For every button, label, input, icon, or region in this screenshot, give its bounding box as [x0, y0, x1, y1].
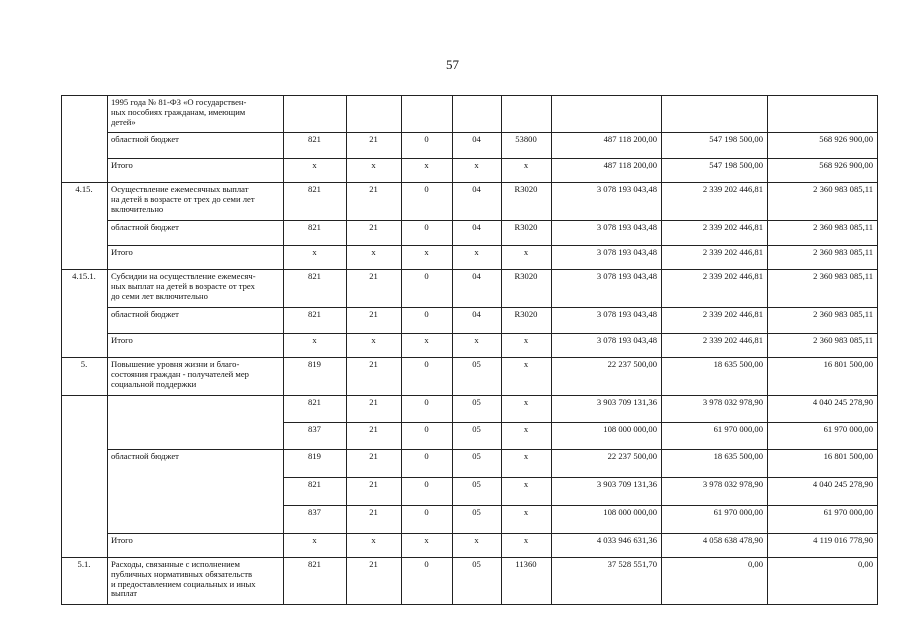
amount-year-3: 2 360 983 085,11: [813, 222, 873, 232]
column-rule: [61, 95, 62, 605]
row-rule: [283, 477, 878, 478]
code-subprogram: 0: [424, 451, 429, 461]
code-subprogram: 0: [424, 309, 429, 319]
code-ministry: 821: [308, 134, 321, 144]
code-program: 21: [369, 479, 378, 489]
row-description: областной бюджет: [111, 309, 179, 319]
code-direction: х: [523, 535, 529, 545]
row-description: выплат: [111, 588, 138, 599]
code-direction: R3020: [514, 271, 538, 281]
column-rule: [283, 95, 284, 605]
amount-year-1: 3 078 193 043,48: [596, 222, 657, 232]
code-ministry: 819: [308, 359, 321, 369]
amount-year-3: 568 926 900,00: [819, 160, 873, 170]
code-ministry: 837: [308, 507, 321, 517]
row-description: детей»: [111, 116, 136, 127]
amount-year-2: 61 970 000,00: [713, 424, 763, 434]
row-rule: [107, 220, 878, 221]
row-rule: [283, 422, 878, 423]
row-number: 5.: [80, 359, 88, 369]
code-ministry: 821: [308, 397, 321, 407]
amount-year-1: 3 078 193 043,48: [596, 184, 657, 194]
code-program: 21: [369, 359, 378, 369]
row-rule: [61, 95, 878, 96]
code-main-event: х: [474, 335, 479, 345]
row-description: социальной поддержки: [111, 378, 197, 389]
code-direction: 53800: [515, 134, 537, 144]
row-description: включительно: [111, 203, 164, 214]
amount-year-2: 4 058 638 478,90: [702, 535, 763, 545]
code-main-event: х: [474, 247, 479, 257]
code-program: х: [371, 535, 376, 545]
code-subprogram: х: [424, 535, 429, 545]
code-direction: х: [523, 160, 529, 170]
amount-year-1: 108 000 000,00: [603, 507, 657, 517]
row-rule: [107, 245, 878, 246]
amount-year-1: 487 118 200,00: [603, 160, 657, 170]
row-rule: [61, 604, 878, 605]
code-ministry: 821: [308, 184, 321, 194]
code-program: 21: [369, 397, 378, 407]
row-description: на детей в возрасте от трех до семи лет: [111, 193, 255, 204]
code-subprogram: 0: [424, 479, 429, 489]
column-rule: [551, 95, 552, 605]
column-rule: [767, 95, 768, 605]
row-rule: [61, 182, 878, 183]
row-description: областной бюджет: [111, 451, 179, 461]
code-ministry: х: [312, 247, 317, 257]
code-subprogram: 0: [424, 424, 429, 434]
code-ministry: 821: [308, 222, 321, 232]
row-description: 1995 года № 81-ФЗ «О государствен-: [111, 97, 247, 107]
code-program: х: [371, 160, 376, 170]
row-rule: [61, 269, 878, 270]
code-direction: х: [523, 397, 529, 407]
row-description: Итого: [111, 247, 133, 257]
row-number: 4.15.1.: [72, 271, 96, 281]
amount-year-1: 3 078 193 043,48: [596, 247, 657, 257]
code-subprogram: х: [424, 335, 429, 345]
code-program: 21: [369, 134, 378, 144]
amount-year-3: 16 801 500,00: [823, 451, 873, 461]
code-subprogram: 0: [424, 184, 429, 194]
amount-year-3: 2 360 983 085,11: [813, 184, 873, 194]
amount-year-1: 487 118 200,00: [603, 134, 657, 144]
code-ministry: 821: [308, 559, 321, 569]
column-rule: [107, 95, 108, 605]
code-program: 21: [369, 451, 378, 461]
row-rule: [61, 395, 878, 396]
amount-year-3: 4 040 245 278,90: [812, 397, 873, 407]
row-description: Итого: [111, 335, 133, 345]
row-description: до семи лет включительно: [111, 290, 208, 301]
amount-year-1: 3 078 193 043,48: [596, 271, 657, 281]
row-description: публичных нормативных обязательств: [111, 568, 253, 579]
code-main-event: 05: [472, 559, 481, 569]
code-main-event: 05: [472, 451, 481, 461]
column-rule: [661, 95, 662, 605]
code-direction: 11360: [515, 559, 537, 569]
code-subprogram: х: [424, 247, 429, 257]
row-rule: [107, 307, 878, 308]
row-description: ных пособиях гражданам, имеющим: [111, 106, 246, 117]
row-number: 4.15.: [75, 184, 93, 194]
code-direction: R3020: [514, 222, 538, 232]
amount-year-1: 22 237 500,00: [607, 451, 657, 461]
code-ministry: 821: [308, 309, 321, 319]
amount-year-1: 37 528 551,70: [607, 559, 657, 569]
code-program: 21: [369, 222, 378, 232]
code-direction: х: [523, 359, 529, 369]
code-program: 21: [369, 507, 378, 517]
amount-year-3: 16 801 500,00: [823, 359, 873, 369]
code-main-event: 04: [472, 184, 481, 194]
row-rule: [107, 533, 878, 534]
row-description: Итого: [111, 160, 133, 170]
code-subprogram: х: [424, 160, 429, 170]
code-direction: х: [523, 451, 529, 461]
code-main-event: 04: [472, 222, 481, 232]
amount-year-3: 2 360 983 085,11: [813, 247, 873, 257]
column-rule: [501, 95, 502, 605]
code-subprogram: 0: [424, 507, 429, 517]
code-direction: х: [523, 479, 529, 489]
code-subprogram: 0: [424, 222, 429, 232]
amount-year-2: 3 978 032 978,90: [702, 479, 763, 489]
amount-year-3: 61 970 000,00: [823, 507, 873, 517]
code-main-event: 04: [472, 309, 481, 319]
row-rule: [61, 557, 878, 558]
amount-year-3: 2 360 983 085,11: [813, 271, 873, 281]
amount-year-2: 0,00: [747, 559, 763, 569]
amount-year-1: 22 237 500,00: [607, 359, 657, 369]
amount-year-1: 3 078 193 043,48: [596, 335, 657, 345]
row-description: Итого: [111, 535, 133, 545]
code-ministry: 819: [308, 451, 321, 461]
amount-year-2: 2 339 202 446,81: [702, 335, 763, 345]
row-description: состояния граждан - получателей мер: [111, 368, 249, 379]
amount-year-2: 547 198 500,00: [709, 160, 763, 170]
code-ministry: х: [312, 335, 317, 345]
code-ministry: 837: [308, 424, 321, 434]
row-number: 5.1.: [77, 559, 91, 569]
amount-year-2: 547 198 500,00: [709, 134, 763, 144]
code-program: х: [371, 335, 376, 345]
code-main-event: 05: [472, 479, 481, 489]
code-ministry: 821: [308, 271, 321, 281]
code-ministry: 821: [308, 479, 321, 489]
row-description: Повышение уровня жизни и благо-: [111, 359, 240, 369]
row-rule: [61, 357, 878, 358]
amount-year-2: 3 978 032 978,90: [702, 397, 763, 407]
amount-year-1: 3 078 193 043,48: [596, 309, 657, 319]
amount-year-2: 2 339 202 446,81: [702, 247, 763, 257]
amount-year-3: 2 360 983 085,11: [813, 309, 873, 319]
row-rule: [283, 505, 878, 506]
code-subprogram: 0: [424, 271, 429, 281]
code-main-event: 05: [472, 507, 481, 517]
row-description: областной бюджет: [111, 222, 179, 232]
column-rule: [401, 95, 402, 605]
amount-year-2: 18 635 500,00: [713, 451, 763, 461]
amount-year-2: 2 339 202 446,81: [702, 222, 763, 232]
code-direction: х: [523, 424, 529, 434]
code-main-event: 04: [472, 271, 481, 281]
amount-year-2: 2 339 202 446,81: [702, 271, 763, 281]
row-description: Расходы, связанные с исполнением: [111, 559, 240, 569]
row-description: Осуществление ежемесячных выплат: [111, 184, 249, 194]
row-rule: [107, 132, 878, 133]
row-description: областной бюджет: [111, 134, 179, 144]
amount-year-3: 568 926 900,00: [819, 134, 873, 144]
code-subprogram: 0: [424, 359, 429, 369]
code-direction: х: [523, 507, 529, 517]
amount-year-3: 4 040 245 278,90: [812, 479, 873, 489]
amount-year-1: 4 033 946 631,36: [596, 535, 657, 545]
column-rule: [346, 95, 347, 605]
code-program: 21: [369, 271, 378, 281]
row-description: ных выплат на детей в возрасте от трех: [111, 280, 255, 291]
amount-year-2: 2 339 202 446,81: [702, 184, 763, 194]
column-rule: [452, 95, 453, 605]
code-direction: х: [523, 335, 529, 345]
page-number: 57: [446, 57, 459, 72]
code-program: х: [371, 247, 376, 257]
code-subprogram: 0: [424, 559, 429, 569]
amount-year-3: 61 970 000,00: [823, 424, 873, 434]
amount-year-2: 61 970 000,00: [713, 507, 763, 517]
code-program: 21: [369, 424, 378, 434]
amount-year-2: 18 635 500,00: [713, 359, 763, 369]
code-ministry: х: [312, 160, 317, 170]
code-direction: х: [523, 247, 529, 257]
code-main-event: х: [474, 160, 479, 170]
column-rule: [877, 95, 878, 605]
code-main-event: 04: [472, 134, 481, 144]
amount-year-1: 108 000 000,00: [603, 424, 657, 434]
amount-year-3: 2 360 983 085,11: [813, 335, 873, 345]
code-main-event: 05: [472, 397, 481, 407]
amount-year-2: 2 339 202 446,81: [702, 309, 763, 319]
amount-year-1: 3 903 709 131,36: [596, 397, 657, 407]
code-program: 21: [369, 184, 378, 194]
amount-year-3: 0,00: [857, 559, 873, 569]
code-direction: R3020: [514, 184, 538, 194]
code-program: 21: [369, 309, 378, 319]
code-program: 21: [369, 559, 378, 569]
amount-year-1: 3 903 709 131,36: [596, 479, 657, 489]
code-direction: R3020: [514, 309, 538, 319]
code-main-event: 05: [472, 424, 481, 434]
row-description: и предоставлением социальных и иных: [111, 578, 256, 589]
row-rule: [107, 333, 878, 334]
row-rule: [107, 158, 878, 159]
code-ministry: х: [312, 535, 317, 545]
amount-year-3: 4 119 016 778,90: [813, 535, 873, 545]
row-description: Субсидии на осуществление ежемесяч-: [111, 271, 256, 281]
row-rule: [107, 449, 878, 450]
code-main-event: 05: [472, 359, 481, 369]
code-subprogram: 0: [424, 134, 429, 144]
code-main-event: х: [474, 535, 479, 545]
code-subprogram: 0: [424, 397, 429, 407]
